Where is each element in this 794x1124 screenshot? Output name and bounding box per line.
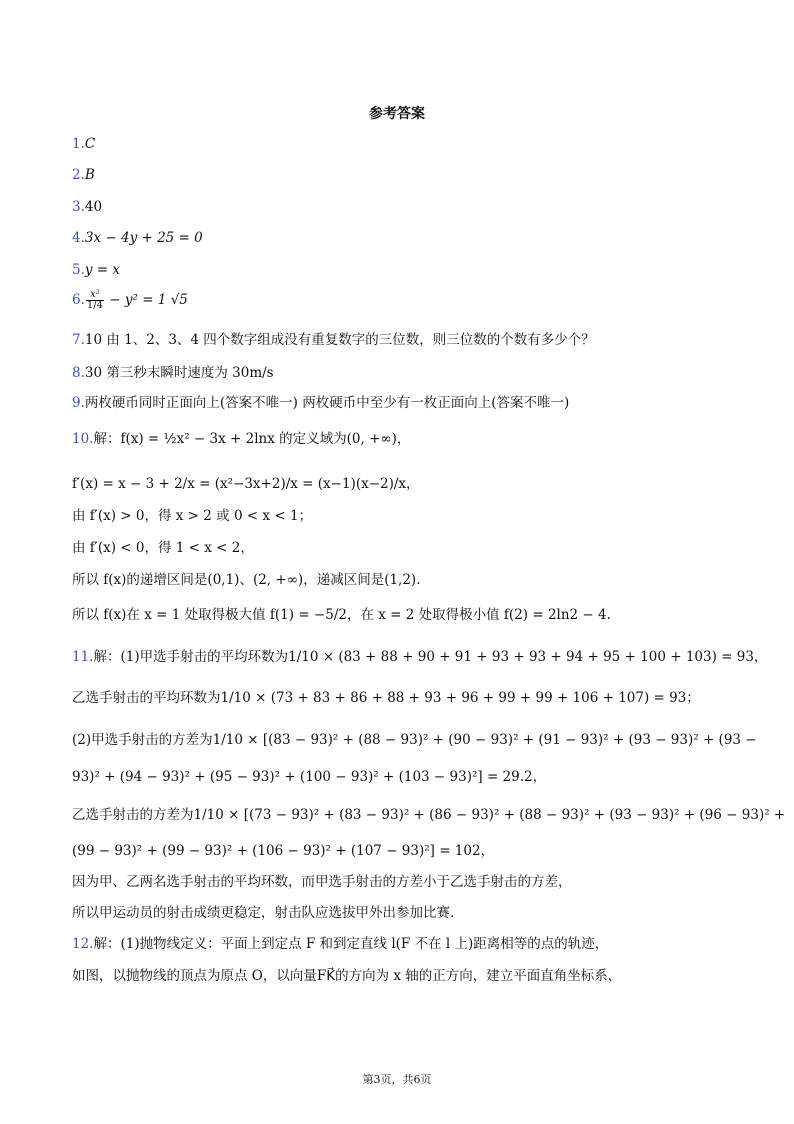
answer-text: C: [84, 136, 96, 152]
answer-number: 3.: [72, 199, 85, 215]
answer-text: 3x − 4y + 25 = 0: [84, 230, 203, 246]
q11-line-5: 乙选手射击的方差为1/10 × [(73 − 93)² + (83 − 93)² + (86 − 93)² + (88 − 93)² + (93 − 93)² + (96 − 93)² +: [72, 807, 786, 823]
q11-line-4: 93)² + (94 − 93)² + (95 − 93)² + (100 − 93)² + (103 − 93)²] = 29.2，: [72, 769, 547, 785]
answer-number: 8.: [72, 365, 85, 381]
answer-number: 6.: [72, 292, 85, 308]
q11-text: 解：(1)甲选手射击的平均环数为1/10 × (83 + 88 + 90 + 91 + 93 + 93 + 94 + 95 + 100 + 103) = 93，: [93, 649, 768, 665]
fraction-denominator: 1/4: [86, 300, 103, 311]
q12-line-2: 如图，以抛物线的顶点为原点 O，以向量FK⃗的方向为 x 轴的正方向，建立平面直角坐标系，: [72, 968, 622, 984]
q12-text: 解：(1)抛物线定义：平面上到定点 F 和到定直线 l(F 不在 l 上)距离相等的点的轨迹，: [93, 936, 609, 952]
answer-text: B: [84, 167, 95, 183]
answer-1: [72, 135, 95, 153]
answer-number: 4.: [72, 230, 85, 246]
answer-4: [72, 229, 203, 247]
fraction: [86, 290, 104, 311]
q10-line-4: 由 f′(x) < 0，得 1 < x < 2，: [72, 540, 254, 556]
answer-text: 30 第三秒末瞬时速度为 30m/s: [84, 365, 274, 381]
q11-line-6: (99 − 93)² + (99 − 93)² + (106 − 93)² + (107 − 93)²] = 102，: [72, 843, 495, 859]
answer-text: 两枚硬币同时正面向上(答案不唯一) 两枚硬币中至少有一枚正面向上(答案不唯一): [84, 395, 570, 411]
question-number: 11.: [72, 649, 94, 665]
q10-line-3: 由 f′(x) > 0，得 x > 2 或 0 < x < 1；: [72, 508, 313, 524]
q11-line-7: 因为甲、乙两名选手射击的平均环数，而甲选手射击的方差小于乙选手射击的方差，: [72, 874, 572, 890]
answer-number: 5.: [72, 262, 85, 278]
answer-number: 7.: [72, 332, 85, 348]
answer-number: 1.: [72, 136, 85, 152]
answer-text: 40: [84, 199, 103, 215]
q10-line-2: f′(x) = x − 3 + 2/x = (x²−3x+2)/x = (x−1)(x−2)/x，: [72, 476, 420, 492]
q11-line-3: (2)甲选手射击的方差为1/10 × [(83 − 93)² + (88 − 93)² + (90 − 93)² + (91 − 93)² + (93 − 93)² + (93 −: [72, 732, 757, 748]
answer-5: [72, 261, 120, 279]
answer-text: 10 由 1、2、3、4 四个数字组成没有重复数字的三位数，则三位数的个数有多少个？: [84, 332, 595, 348]
answer-number: 9.: [72, 395, 85, 411]
q10-line-1: [72, 430, 410, 448]
answer-7: [72, 331, 595, 349]
answer-3: [72, 198, 102, 216]
page-footer: 第3页，共6页: [362, 1073, 432, 1086]
answer-text: y = x: [84, 262, 121, 278]
question-number: 12.: [72, 936, 94, 952]
question-number: 10.: [72, 431, 94, 447]
answer-text: − y² = 1 √5: [104, 292, 188, 308]
q11-line-1: [72, 648, 767, 666]
answer-6: [72, 290, 188, 311]
q11-line-2: 乙选手射击的平均环数为1/10 × (73 + 83 + 86 + 88 + 93 + 96 + 99 + 99 + 106 + 107) = 93；: [72, 690, 700, 706]
q10-line-6: 所以 f(x)在 x = 1 处取得极大值 f(1) = −5/2，在 x = 2 处取得极小值 f(2) = 2ln2 − 4.: [72, 607, 611, 623]
page-title: 参考答案: [369, 106, 425, 122]
fraction-numerator: x²: [86, 290, 104, 301]
answer-number: 2.: [72, 167, 85, 183]
answer-8: [72, 364, 274, 382]
answer-2: [72, 166, 95, 184]
q11-line-8: 所以甲运动员的射击成绩更稳定，射击队应选拔甲外出参加比赛.: [72, 905, 455, 921]
q12-line-1: [72, 935, 608, 953]
q10-line-5: 所以 f(x)的递增区间是(0,1)、(2, +∞)，递减区间是(1,2).: [72, 572, 421, 588]
answer-9: [72, 394, 569, 412]
q10-text: 解：f(x) = ½x² − 3x + 2lnx 的定义域为(0, +∞)，: [93, 431, 411, 447]
